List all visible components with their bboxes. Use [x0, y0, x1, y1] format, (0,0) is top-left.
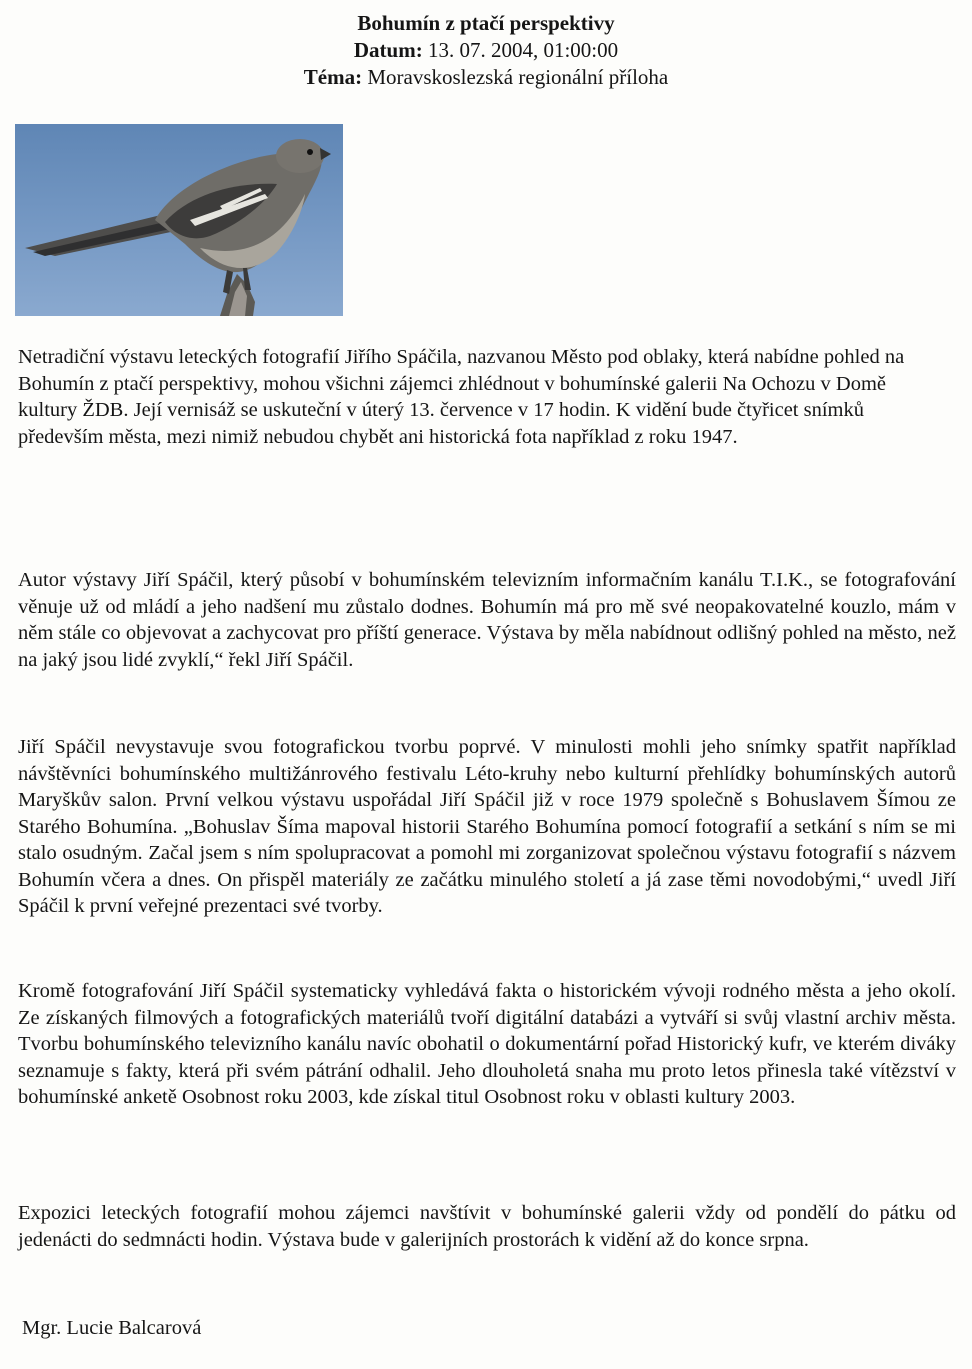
article-paragraph-2: Autor výstavy Jiří Spáčil, který působí v bohumínském televizním informačním kanálu T.I.K., se fotografování věnuje už od mládí a jeho nadšení mu zůstalo dodnes. Bohumín má pro mě své neopakovatelné kouzlo, mám v něm stále co objevovat a zachycovat pro příští generace. Výstava by měla nabídnout odlišný pohled na město, než na jaký jsou lidé zvyklí,“ řekl Jiří Spáčil. — [18, 569, 956, 671]
article-date — [0, 37, 972, 64]
bird-photo — [15, 124, 343, 316]
date-value: 13. 07. 2004, 01:00:00 — [427, 38, 619, 62]
article-topic — [0, 64, 972, 91]
bird-icon — [15, 124, 343, 316]
topic-label: Téma: — [303, 65, 363, 89]
article-author: Mgr. Lucie Balcarová — [22, 1317, 202, 1339]
article-header — [0, 10, 972, 91]
article-paragraph-5: Expozici leteckých fotografií mohou zájemci navštívit v bohumínské galerii vždy od pondělí do pátku od jedenácti do sedmnácti hodin. Výstava bude v galerijních prostorách k vidění až do konce srpna. — [18, 1202, 956, 1251]
article-paragraph-3: Jiří Spáčil nevystavuje svou fotografickou tvorbu poprvé. V minulosti mohli jeho snímky spatřit například návštěvníci bohumínského multižánrového festivalu Léto-kruhy nebo kulturní přehlídky bohumínských autorů Maryškův salon. První velkou výstavu uspořádal Jiří Spáčil již v roce 1979 společně s Bohuslavem Šímou ze Starého Bohumína. „Bohuslav Šíma mapoval historii Starého Bohumína pomocí fotografií a setkání s ním se mi stalo osudným. Začal jsem s ním spolupracovat a pomohl mi zorganizovat společnou výstavu fotografií s názvem Bohumín včera a dnes. On přispěl materiály ze začátku minulého století a já zase těmi novodobými,“ uvedl Jiří Spáčil k první veřejné prezentaci své tvorby. — [18, 736, 956, 917]
article-title: Bohumín z ptačí perspektivy — [357, 11, 615, 35]
article-paragraph-1: Netradiční výstavu leteckých fotografií Jiřího Spáčila, nazvanou Město pod oblaky, která nabídne pohled na Bohumín z ptačí perspektivy, mohou všichni zájemci zhlédnout v bohumínské galerii Na Ochozu v Domě kultury ŽDB. Její vernisáž se uskuteční v úterý 13. července v 17 hodin. K vidění bude čtyřicet snímků především města, mezi nimiž nebudou chybět ani historická fota například z roku 1947. — [18, 346, 905, 448]
date-label: Datum: — [353, 38, 423, 62]
topic-value: Moravskoslezská regionální příloha — [367, 65, 669, 89]
article-paragraph-4: Kromě fotografování Jiří Spáčil systematicky vyhledává fakta o historickém vývoji rodného města a jeho okolí. Ze získaných filmových a fotografických materiálů tvoří digitální databázi a vytváří si svůj vlastní archiv města. Tvorbu bohumínského televizního kanálu navíc obohatil o dokumentární pořad Historický kufr, ve kterém diváky seznamuje s fakty, která při svém pátrání odhalil. Jeho dlouholetá snaha mu proto letos přinesla také vítězství v bohumínské anketě Osobnost roku 2003, kde získal titul Osobnost roku v oblasti kultury 2003. — [18, 980, 956, 1108]
